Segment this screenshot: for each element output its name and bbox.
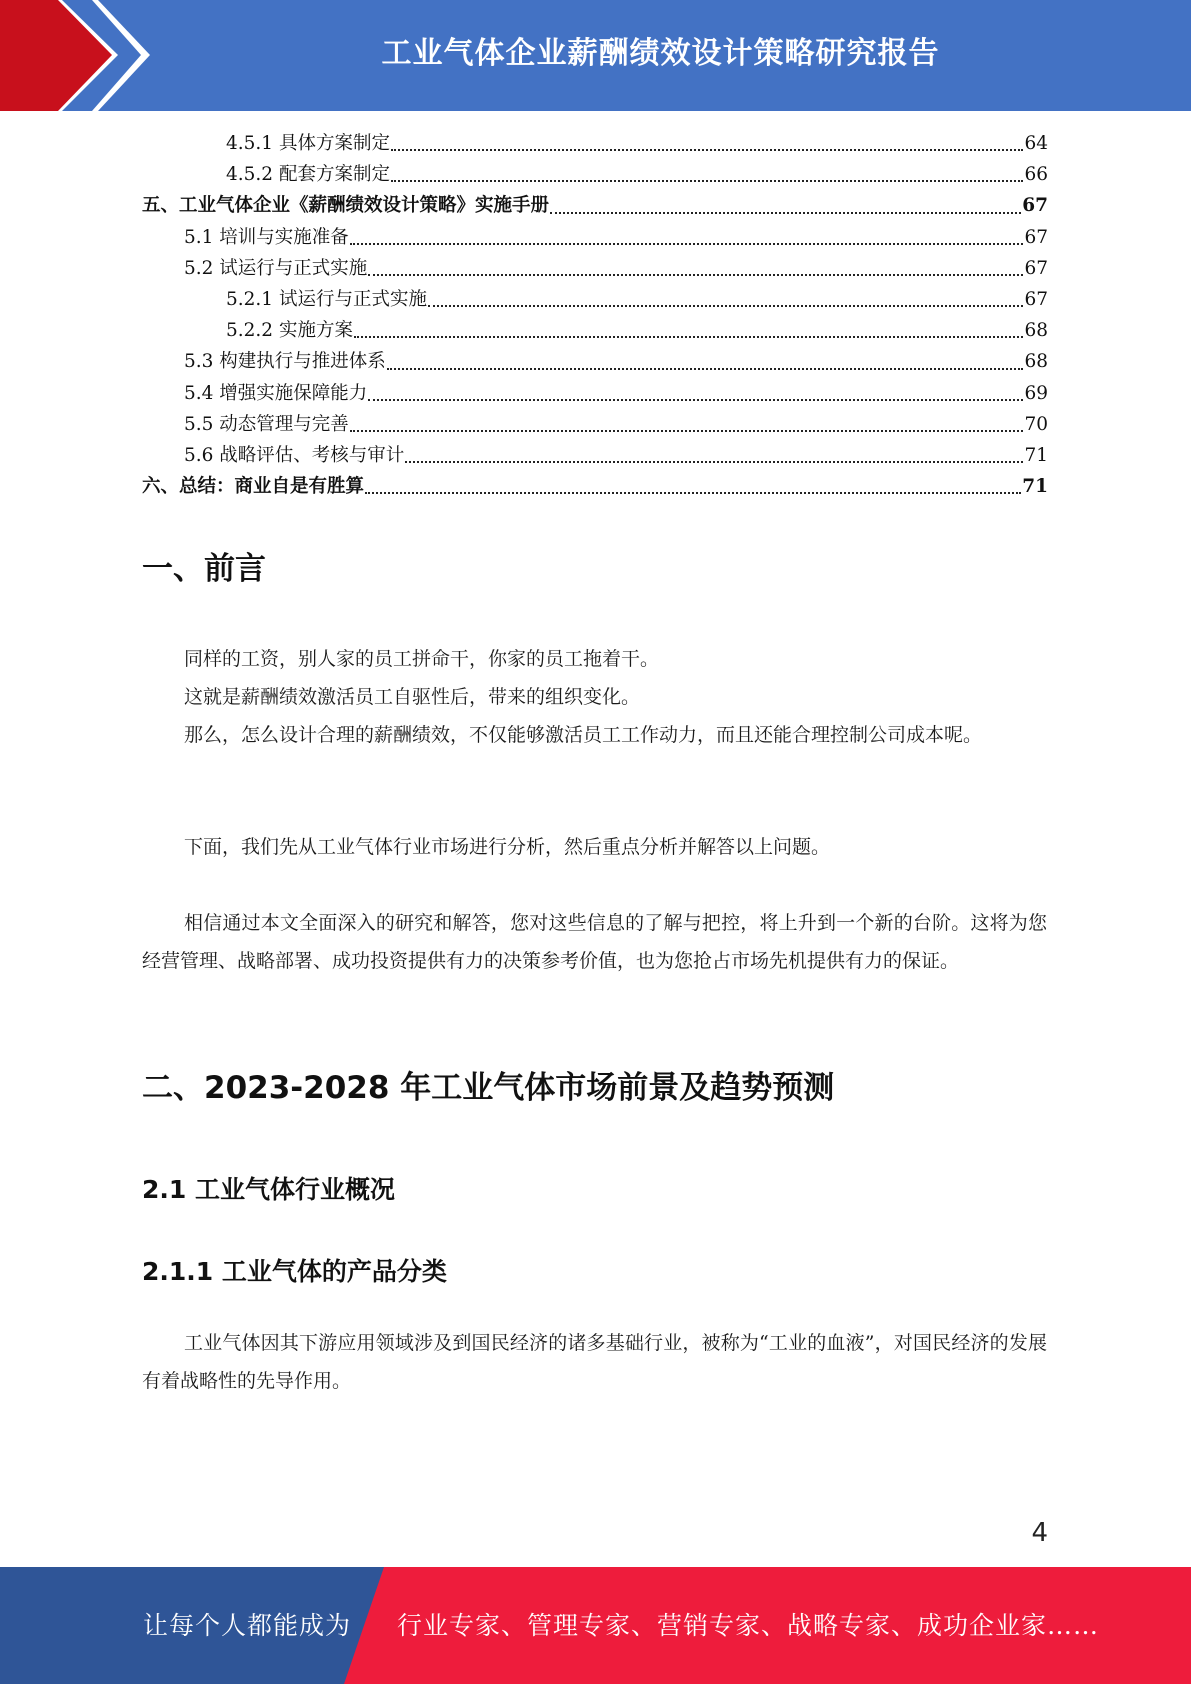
toc-dot-leader: [365, 492, 1021, 494]
toc-dot-leader: [387, 368, 1024, 370]
toc-entry-label: 5.5 动态管理与完善: [184, 413, 349, 435]
toc-dot-leader: [350, 430, 1024, 432]
footer-slogan-right: 行业专家、管理专家、营销专家、战略专家、成功企业家……: [397, 1611, 1100, 1640]
toc-entry-label: 5.2.2 实施方案: [226, 320, 353, 342]
preface-paragraph-4: 下面，我们先从工业气体行业市场进行分析，然后重点分析并解答以上问题。: [184, 836, 831, 858]
toc-entry-label: 5.2 试运行与正式实施: [184, 257, 368, 279]
toc-entry-label: 六、总结：商业自是有胜算: [142, 476, 365, 498]
toc-entry-label: 5.2.1 试运行与正式实施: [226, 288, 427, 310]
toc-entry[interactable]: [142, 471, 1048, 502]
footer-slogan-left: 让每个人都能成为: [143, 1611, 352, 1640]
toc-entry-page-number: 67: [1024, 257, 1048, 279]
toc-entry-page-number: 71: [1024, 444, 1048, 466]
toc-entry-page-number: 67: [1024, 226, 1048, 248]
toc-entry-page-number: 67: [1022, 195, 1048, 217]
toc-entry-label: 5.1 培训与实施准备: [184, 226, 349, 248]
header-chevron-shape: [0, 0, 160, 111]
toc-dot-leader: [368, 274, 1023, 276]
toc-entry-page-number: 70: [1024, 413, 1048, 435]
toc-dot-leader: [368, 399, 1023, 401]
toc-entry-page-number: 68: [1024, 351, 1048, 373]
toc-entry-page-number: 64: [1024, 133, 1048, 154]
preface-paragraph-1: 同样的工资，别人家的员工拼命干，你家的员工拖着干。: [184, 648, 660, 670]
toc-entry[interactable]: [142, 440, 1048, 471]
subsection-heading-industry-overview: 2.1 工业气体行业概况: [142, 1175, 395, 1204]
toc-entry-page-number: 69: [1024, 382, 1048, 404]
toc-dot-leader: [354, 336, 1024, 338]
industrial-gas-paragraph: 工业气体因其下游应用领域涉及到国民经济的诸多基础行业，被称为“工业的血液”，对国民经济的发展有着战略性的先导作用。: [142, 1332, 1047, 1392]
preface-paragraph-5: 相信通过本文全面深入的研究和解答，您对这些信息的了解与把控，将上升到一个新的台阶。这将为您经营管理、战略部署、成功投资提供有力的决策参考价值，也为您抢占市场先机提供有力的保证。: [142, 912, 1047, 972]
toc-dot-leader: [428, 305, 1023, 307]
toc-entry-label: 5.6 战略评估、考核与审计: [184, 444, 405, 466]
toc-entry-page-number: 68: [1024, 320, 1048, 342]
preface-paragraph-2: 这就是薪酬绩效激活员工自驱性后，带来的组织变化。: [184, 686, 641, 708]
page-header-band: [0, 0, 1191, 111]
toc-entry-page-number: 71: [1022, 476, 1048, 498]
toc-entry-label: 五、工业气体企业《薪酬绩效设计策略》实施手册: [142, 195, 550, 217]
toc-dot-leader: [405, 461, 1023, 463]
toc-entry-page-number: 67: [1024, 288, 1048, 310]
subsection-heading-product-classification: 2.1.1 工业气体的产品分类: [142, 1257, 447, 1286]
toc-dot-leader: [350, 243, 1024, 245]
toc-dot-leader: [391, 180, 1023, 182]
toc-entry[interactable]: [142, 222, 1048, 253]
report-title: 工业气体企业薪酬绩效设计策略研究报告: [381, 36, 940, 71]
toc-entry[interactable]: [142, 159, 1048, 190]
page-number: 4: [1031, 1518, 1048, 1548]
toc-entry[interactable]: [142, 284, 1048, 315]
toc-entry[interactable]: [142, 409, 1048, 440]
toc-entry-label: 4.5.2 配套方案制定: [226, 164, 390, 186]
toc-entry[interactable]: [142, 253, 1048, 284]
toc-entry-page-number: 66: [1024, 164, 1048, 186]
table-of-contents: [142, 128, 1048, 502]
page-footer-band: [0, 1567, 1191, 1684]
section-heading-preface: 一、前言: [142, 551, 266, 587]
toc-entry[interactable]: [142, 128, 1048, 159]
preface-paragraph-3: 那么，怎么设计合理的薪酬绩效，不仅能够激活员工工作动力，而且还能合理控制公司成本呢。: [184, 724, 983, 746]
toc-dot-leader: [391, 149, 1023, 151]
section-heading-market-forecast: 二、2023-2028 年工业气体市场前景及趋势预测: [142, 1070, 835, 1106]
toc-entry-label: 4.5.1 具体方案制定: [226, 133, 390, 154]
toc-entry[interactable]: [142, 315, 1048, 346]
toc-entry-label: 5.4 增强实施保障能力: [184, 382, 368, 404]
toc-entry-label: 5.3 构建执行与推进体系: [184, 351, 386, 373]
toc-entry[interactable]: [142, 346, 1048, 377]
toc-entry[interactable]: [142, 378, 1048, 409]
toc-dot-leader: [550, 212, 1021, 214]
toc-entry[interactable]: [142, 190, 1048, 221]
